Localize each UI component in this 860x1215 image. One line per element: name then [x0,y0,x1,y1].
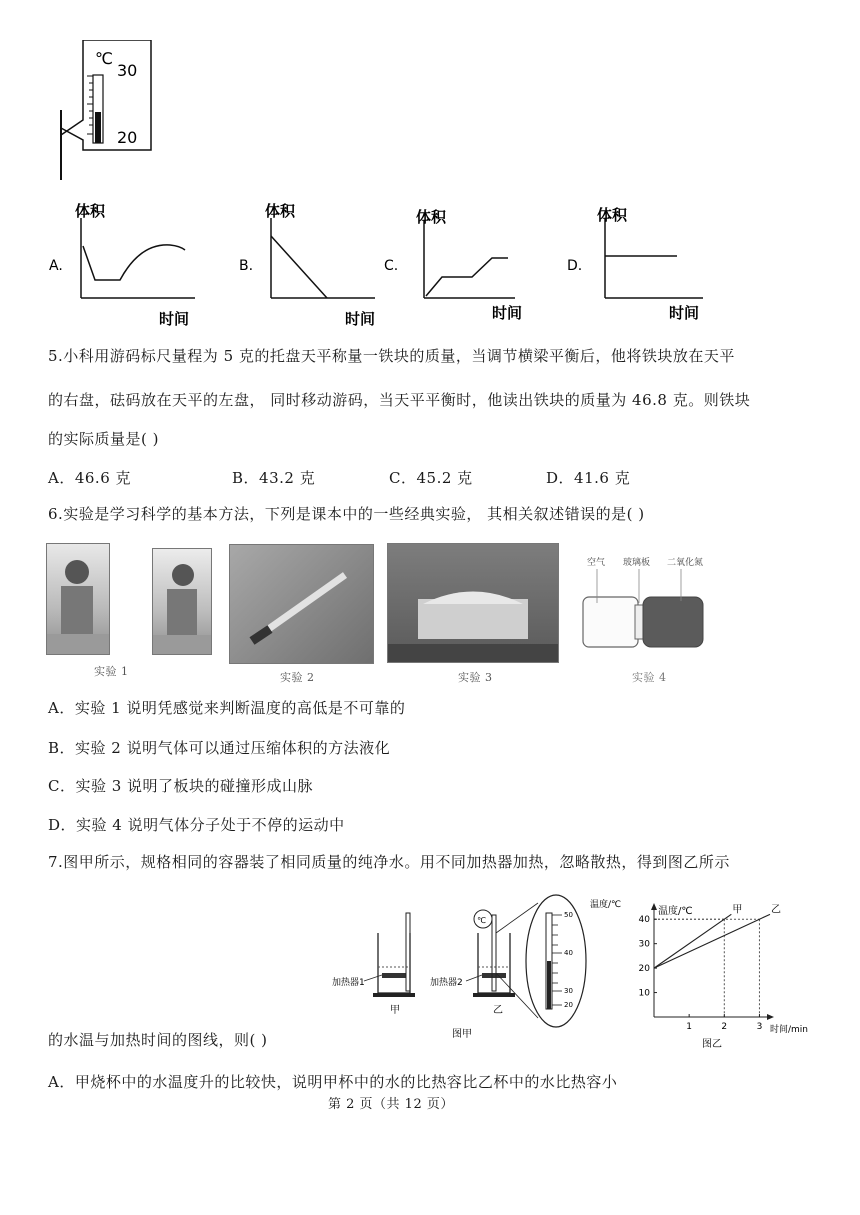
exp4-label-no2: 二氧化氮 [667,558,704,568]
page-footer: 第 2 页（共 12 页） [328,1097,454,1112]
experiment-2-photo [229,544,374,664]
thermometer-figure [55,40,155,180]
experiment-3-caption: 实验 3 [458,671,493,684]
q4-option-label: B. [239,258,254,274]
beaker-yi-label: 乙 [493,1005,503,1016]
q4-xlabel: 时间 [492,304,523,322]
q4-ylabel: 体积 [416,208,447,226]
heater-1-label: 加热器1 [332,978,365,988]
experiment-1-photo-a [46,543,110,655]
figure-yi-chart [630,895,820,1055]
beaker-jia-label: 甲 [390,1005,400,1016]
q7-line-1: 7.图甲所示，规格相同的容器装了相同质量的纯净水。用不同加热器加热，忽略散热，得到图乙所示 [48,853,730,871]
experiment-3-photo [387,543,559,663]
q4-graph-a [45,198,225,328]
q6-option-b: B．实验 2 说明气体可以通过压缩体积的方法液化 [48,739,391,757]
q4-xlabel: 时间 [345,310,376,328]
chart-series-extension [724,914,731,919]
chart-series-line-2 [654,919,759,968]
q5-option-a: A．46.6 克 [48,469,131,487]
chart-ytick-label: 40 [638,915,650,926]
q6-stem: 6.实验是学习科学的基本方法，下列是课本中的一些经典实验， 其相关叙述错误的是( ) [48,505,645,523]
thermometer-unit: ℃ [95,49,113,68]
scale-tick-20: 20 [564,1001,573,1009]
chart-ylabel: 温度/℃ [658,906,693,917]
thermometer-top-value: 30 [117,61,138,80]
chart-xtick-label: 1 [686,1022,693,1032]
q4-option-label: A. [49,258,63,274]
q5-line-1: 5.小科用游码标尺量程为 5 克的托盘天平称量一铁块的质量，当调节横梁平衡后，他将铁块放在天平 [48,347,735,365]
q4-xlabel: 时间 [159,310,190,328]
q5-option-d: D．41.6 克 [546,469,631,487]
chart-series-label-1: 甲 [732,904,743,916]
experiment-2-caption: 实验 2 [280,671,315,684]
chart-xtick-label: 3 [756,1022,763,1032]
figure-jia-caption: 图甲 [452,1029,472,1040]
q4-option-label: D. [567,258,583,274]
q7-option-a: A．甲烧杯中的水温度升的比较快，说明甲杯中的水的比热容比乙杯中的水比热容小 [48,1073,618,1091]
chart-ytick-label: 10 [638,988,650,999]
q4-ylabel: 体积 [265,202,296,220]
q6-option-a: A．实验 1 说明凭感觉来判断温度的高低是不可靠的 [48,699,406,717]
experiment-4-diagram [575,545,715,665]
q4-graph-c [380,198,560,328]
scale-tick-30: 30 [564,987,573,995]
q5-line-2: 的右盘，砝码放在天平的左盘， 同时移动游码，当天平平衡时，他读出铁块的质量为 46.8 克。则铁块 [48,391,751,409]
figure-jia [328,893,628,1043]
chart-series-label-2: 乙 [771,904,781,916]
scale-tick-50: 50 [564,911,573,919]
q5-option-c: C．45.2 克 [389,469,473,487]
experiment-1-photo-b [152,548,212,655]
experiment-4-caption: 实验 4 [632,671,667,684]
chart-title: 图乙 [702,1039,722,1050]
chart-ytick-label: 20 [638,964,650,975]
q4-ylabel: 体积 [597,206,628,224]
q5-line-3: 的实际质量是( ) [48,430,159,448]
q4-ylabel: 体积 [75,202,106,220]
q5-option-b: B．43.2 克 [232,469,316,487]
exp4-label-air: 空气 [587,558,606,568]
exp4-label-glass: 玻璃板 [623,558,651,568]
q6-option-c: C．实验 3 说明了板块的碰撞形成山脉 [48,777,314,795]
q4-xlabel: 时间 [669,304,700,322]
q4-option-label: C. [384,258,399,274]
q7-line-2: 的水温与加热时间的图线，则( ) [48,1031,268,1049]
scale-tick-40: 40 [564,949,573,957]
beaker-thermo-unit: ℃ [477,916,486,925]
experiment-1-caption: 实验 1 [94,665,129,678]
q4-graph-d [563,198,743,328]
chart-series-line-1 [654,919,724,968]
chart-series-extension [759,914,770,919]
heater-2-label: 加热器2 [430,978,463,988]
chart-xtick-label: 2 [721,1022,728,1032]
chart-xlabel: 时间/min [770,1025,809,1035]
q6-option-d: D．实验 4 说明气体分子处于不停的运动中 [48,816,345,834]
thermometer-bottom-value: 20 [117,128,138,147]
scale-title: 温度/℃ [590,900,622,910]
chart-ytick-label: 30 [638,939,650,950]
